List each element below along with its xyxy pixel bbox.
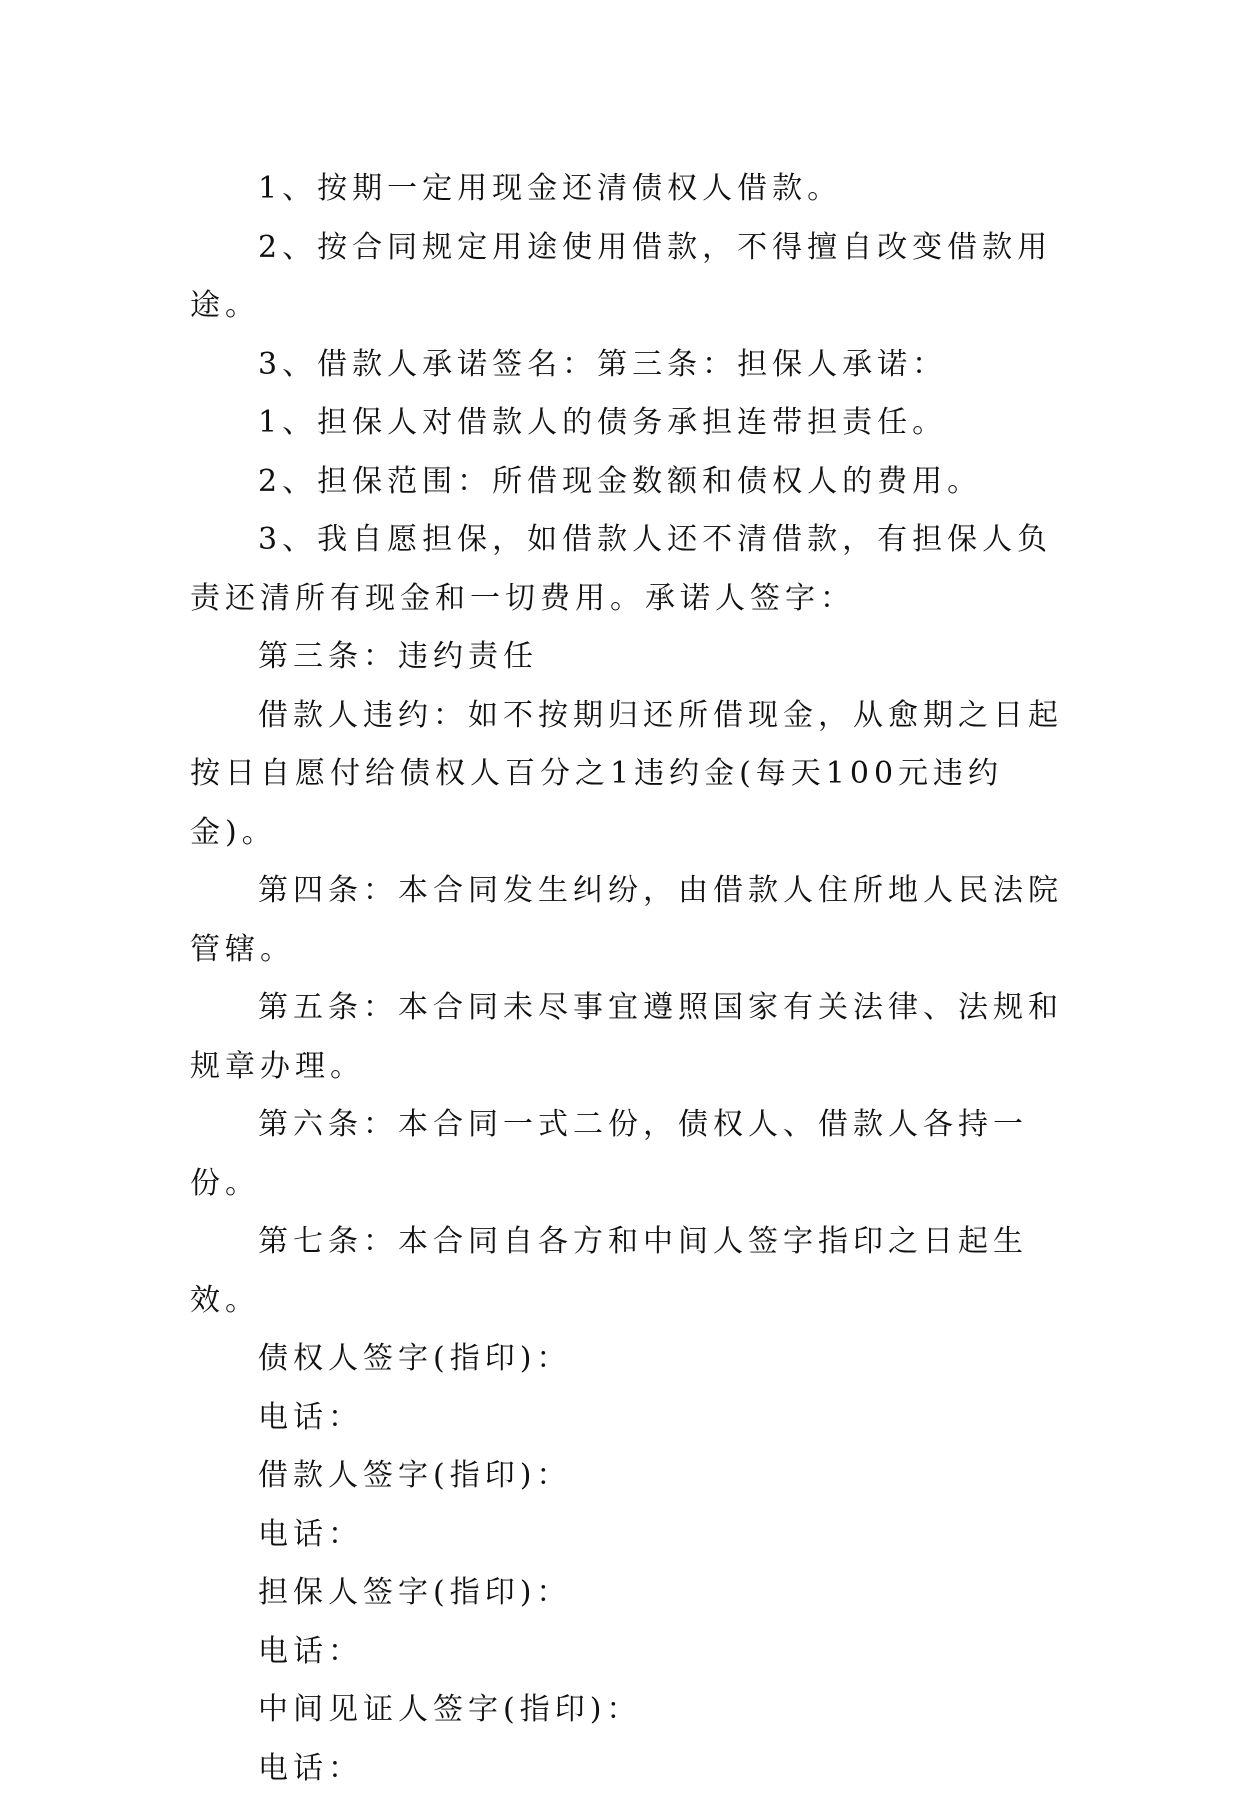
contract-body bbox=[190, 160, 1080, 1798]
clause-article-6-copies: 第六条：本合同一式二份，债权人、借款人各持一份。 bbox=[190, 1096, 1080, 1213]
creditor-phone-line: 电话： bbox=[190, 1389, 1080, 1448]
clause-repay-cash: 1、按期一定用现金还清债权人借款。 bbox=[190, 160, 1080, 219]
borrower-phone-line: 电话： bbox=[190, 1506, 1080, 1565]
clause-joint-liability: 1、担保人对借款人的债务承担连带担责任。 bbox=[190, 394, 1080, 453]
clause-use-of-funds: 2、按合同规定用途使用借款，不得擅自改变借款用途。 bbox=[190, 219, 1080, 336]
clause-borrower-signature-guarantor-heading: 3、借款人承诺签名：第三条：担保人承诺： bbox=[190, 336, 1080, 395]
creditor-signature-line: 债权人签字(指印)： bbox=[190, 1330, 1080, 1389]
clause-borrower-breach: 借款人违约：如不按期归还所借现金，从愈期之日起按日自愿付给债权人百分之1违约金(每天100元违约金)。 bbox=[190, 687, 1080, 863]
clause-guarantee-scope: 2、担保范围：所借现金数额和债权人的费用。 bbox=[190, 453, 1080, 512]
clause-article-5-other-matters: 第五条：本合同未尽事宜遵照国家有关法律、法规和规章办理。 bbox=[190, 979, 1080, 1096]
witness-signature-line: 中间见证人签字(指印)： bbox=[190, 1681, 1080, 1740]
clause-voluntary-guarantee: 3、我自愿担保，如借款人还不清借款，有担保人负责还清所有现金和一切费用。承诺人签字： bbox=[190, 511, 1080, 628]
clause-article-7-effective: 第七条：本合同自各方和中间人签字指印之日起生效。 bbox=[190, 1213, 1080, 1330]
guarantor-signature-line: 担保人签字(指印)： bbox=[190, 1564, 1080, 1623]
clause-article-4-jurisdiction: 第四条：本合同发生纠纷，由借款人住所地人民法院管辖。 bbox=[190, 862, 1080, 979]
heading-breach-liability: 第三条：违约责任 bbox=[190, 628, 1080, 687]
borrower-signature-line: 借款人签字(指印)： bbox=[190, 1447, 1080, 1506]
witness-phone-line: 电话： bbox=[190, 1740, 1080, 1798]
guarantor-phone-line: 电话： bbox=[190, 1623, 1080, 1682]
